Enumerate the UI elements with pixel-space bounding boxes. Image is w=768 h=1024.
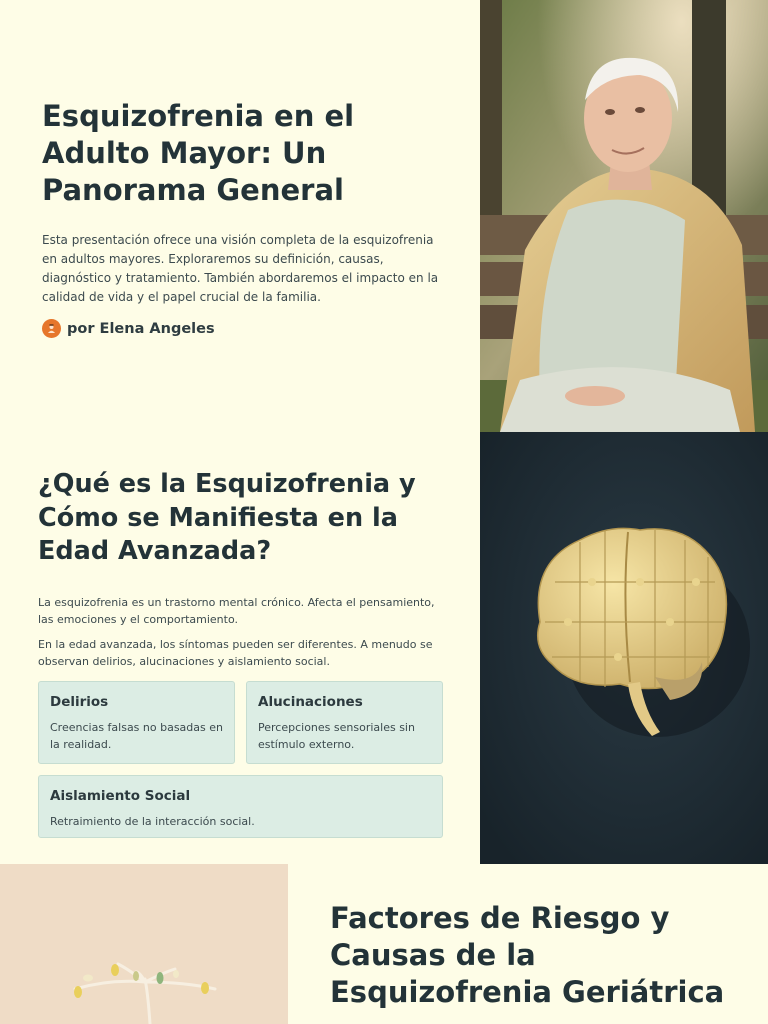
card-text: Creencias falsas no basadas en la realidad.: [50, 720, 223, 751]
slide-description: Esta presentación ofrece una visión completa de la esquizofrenia en adultos mayores. Exploraremos su definición, causas, diagnóstico y tratamiento. También abordaremos el impacto en la calidad de vida y el papel crucial de la familia.: [42, 233, 439, 304]
slide-intro: [0, 0, 768, 432]
card-title: Aislamiento Social: [50, 787, 191, 804]
author-avatar-icon: [42, 319, 61, 338]
slide-risk-factors: [0, 864, 768, 1024]
intro-text-block: [42, 98, 442, 338]
symptom-cards: [38, 681, 443, 838]
slide-title: ¿Qué es la Esquizofrenia y Cómo se Manifiesta en la Edad Avanzada?: [38, 469, 416, 566]
elderly-symptoms-paragraph: En la edad avanzada, los síntomas pueden ser diferentes. A menudo se observan delirios, alucinaciones y aislamiento social.: [38, 637, 433, 668]
tree-illustration: [0, 864, 288, 1024]
puzzle-brain-image: [480, 432, 768, 864]
slide-definition: [0, 432, 768, 864]
author-byline: [42, 319, 442, 338]
slide-title: Esquizofrenia en el Adulto Mayor: Un Panorama General: [42, 99, 355, 207]
definition-text-block: [38, 468, 443, 838]
card-text: Percepciones sensoriales sin estímulo externo.: [258, 720, 415, 751]
card-title: Delirios: [50, 693, 109, 710]
risk-text-block: [330, 900, 730, 1011]
card-title: Alucinaciones: [258, 693, 363, 710]
symptom-card-delirios: [38, 681, 235, 764]
symptom-card-aislamiento: [38, 775, 443, 838]
symptom-card-alucinaciones: [246, 681, 443, 764]
author-name: por Elena Angeles: [67, 320, 215, 337]
card-text: Retraimiento de la interacción social.: [50, 814, 255, 828]
slide-title: Factores de Riesgo y Causas de la Esquizofrenia Geriátrica: [330, 901, 725, 1009]
definition-paragraph: La esquizofrenia es un trastorno mental crónico. Afecta el pensamiento, las emociones y el comportamiento.: [38, 595, 435, 626]
elderly-man-photo: [480, 0, 768, 432]
